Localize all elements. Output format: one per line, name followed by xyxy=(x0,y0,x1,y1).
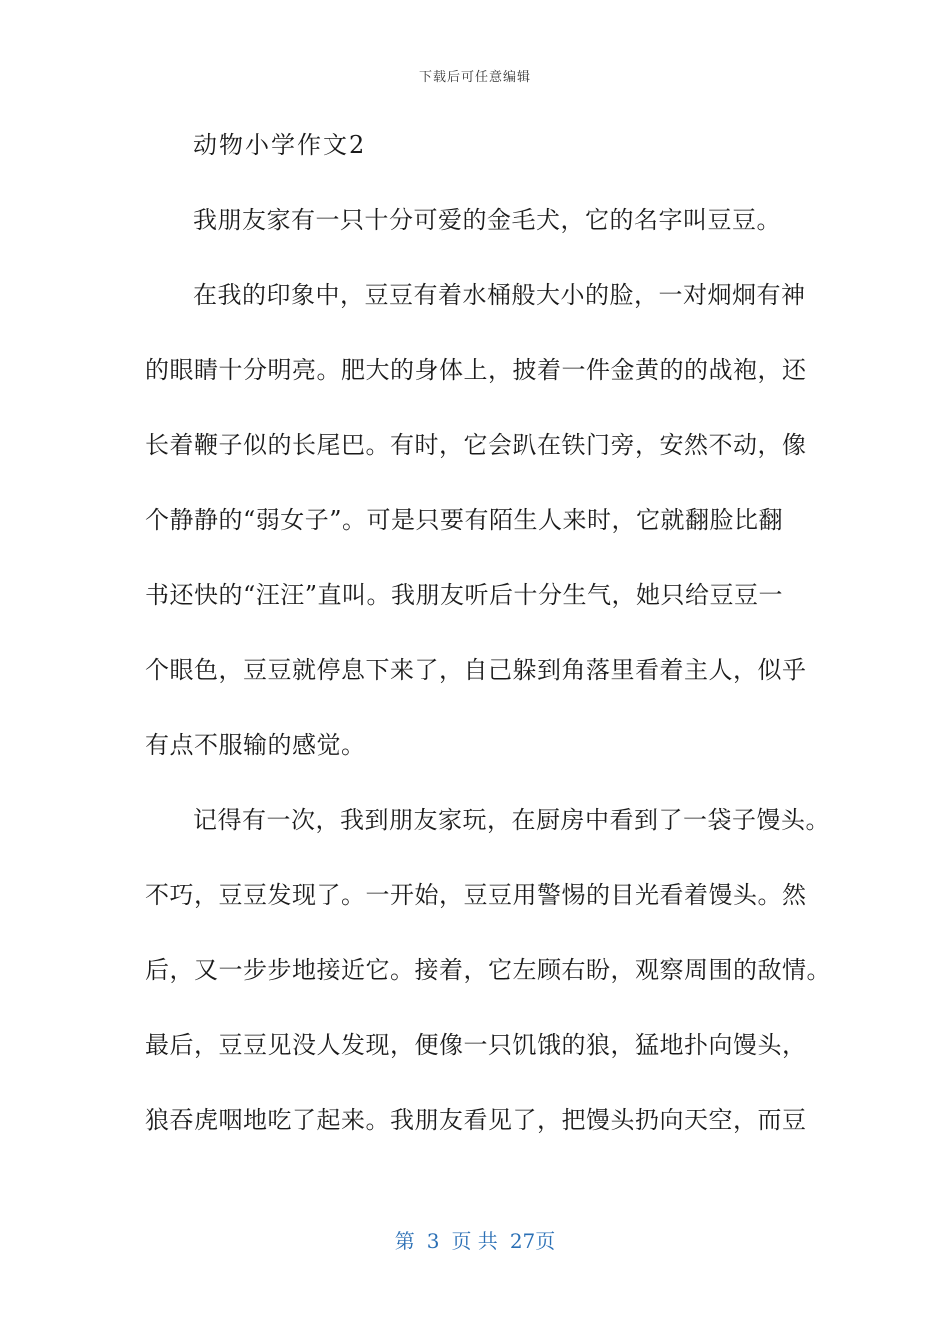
paragraph-line: 在我的印象中，豆豆有着水桶般大小的脸，一对炯炯有神 xyxy=(193,281,806,309)
document-title: 动物小学作文2 xyxy=(193,131,367,159)
paragraph-line: 长着鞭子似的长尾巴。有时，它会趴在铁门旁，安然不动，像 xyxy=(145,431,807,459)
paragraph-line: 记得有一次，我到朋友家玩，在厨房中看到了一袋子馒头。 xyxy=(193,806,830,834)
paragraph-line: 狼吞虎咽地吃了起来。我朋友看见了，把馒头扔向天空，而豆 xyxy=(145,1106,807,1134)
footer-prefix: 第 xyxy=(394,1229,415,1253)
paragraph-line: 我朋友家有一只十分可爱的金毛犬，它的名字叫豆豆。 xyxy=(193,206,781,234)
paragraph-line: 个眼色，豆豆就停息下来了，自己躲到角落里看着主人，似乎 xyxy=(145,656,807,684)
footer-total-pages: 27 xyxy=(509,1229,536,1253)
footer-suffix: 页 xyxy=(535,1229,556,1253)
paragraph-line: 后，又一步步地接近它。接着，它左顾右盼，观察周围的敌情。 xyxy=(145,956,831,984)
page-footer xyxy=(0,1225,950,1254)
paragraph-line: 有点不服输的感觉。 xyxy=(145,731,366,759)
footer-current-page: 3 xyxy=(426,1229,440,1253)
paragraph-line: 最后，豆豆见没人发现，便像一只饥饿的狼，猛地扑向馒头， xyxy=(145,1031,807,1059)
footer-middle: 页 共 xyxy=(451,1229,498,1253)
paragraph-line: 的眼睛十分明亮。肥大的身体上，披着一件金黄的的战袍，还 xyxy=(145,356,807,384)
page-header: 下载后可任意编辑 xyxy=(418,70,531,85)
paragraph-line: 个静静的“弱女子”。可是只要有陌生人来时，它就翻脸比翻 xyxy=(145,506,784,534)
paragraph-line: 书还快的“汪汪”直叫。我朋友听后十分生气，她只给豆豆一 xyxy=(145,581,784,609)
paragraph-line: 不巧，豆豆发现了。一开始，豆豆用警惕的目光看着馒头。然 xyxy=(145,881,807,909)
